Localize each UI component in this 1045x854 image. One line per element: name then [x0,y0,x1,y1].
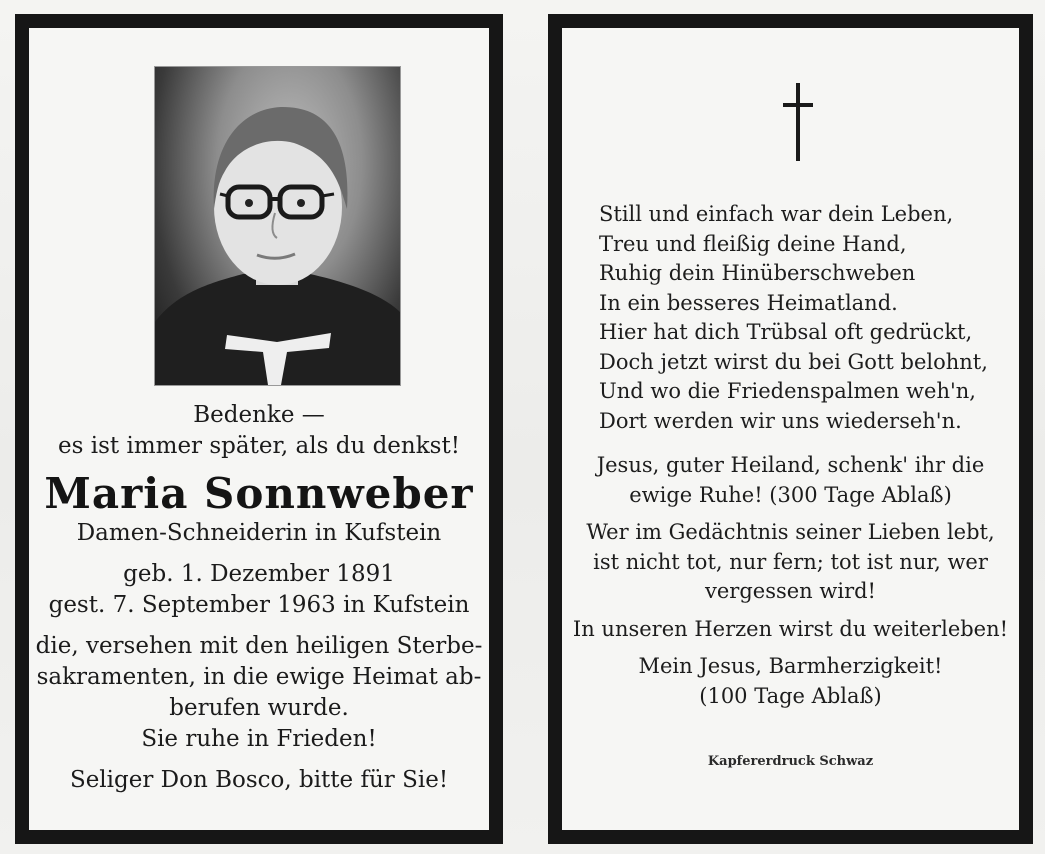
profession-line: Damen-Schneiderin in Kufstein [76,520,442,546]
poem-line: In ein besseres Heimatland. [599,290,898,315]
poem-line: Doch jetzt wirst du bei Gott belohnt, [599,349,988,374]
don-bosco-prayer: Seliger Don Bosco, bitte für Sie! [69,767,449,793]
poem-line: Ruhig dein Hinüberschweben [599,261,916,285]
jesus-line-2: ewige Ruhe! (300 Tage Ablaß) [629,482,952,507]
cross-icon [783,83,813,161]
jesus-line-1: Jesus, guter Heiland, schenk' ihr die [596,453,985,477]
poem-line: Und wo die Friedenspalmen weh'n, [599,379,976,403]
right-memorial-card [548,14,1033,844]
poem-line: Treu und fleißig deine Hand, [599,231,907,256]
poem-line: Dort werden wir uns wiederseh'n. [599,408,962,433]
hearts-line: In unseren Herzen wirst du weiterleben! [572,616,1009,641]
sacrament-line-2: sakramenten, in die ewige Heimat ab- [36,664,482,690]
mercy-line: Mein Jesus, Barmherzigkeit! [638,654,943,678]
poem-line: Still und einfach war dein Leben, [599,202,954,226]
poem-line: Hier hat dich Trübsal oft gedrückt, [599,320,973,344]
portrait-figure [155,67,400,385]
memorial-poem [599,200,989,436]
sacrament-line-3: berufen wurde. [169,695,349,721]
motto-line-1: Bedenke — [193,402,325,428]
memory-line-1: Wer im Gedächtnis seiner Lieben lebt, [586,520,995,544]
memory-line-2: ist nicht tot, nur fern; tot ist nur, wer [593,549,988,574]
death-date: gest. 7. September 1963 in Kufstein [48,592,470,618]
indulgence-line: (100 Tage Ablaß) [699,683,882,708]
right-prayer-block [562,451,1019,771]
deceased-name: Maria Sonnweber [44,469,474,518]
sacrament-line-1: die, versehen mit den heiligen Sterbe- [35,633,483,659]
rest-in-peace: Sie ruhe in Frieden! [141,726,377,752]
motto-line-2: es ist immer später, als du denkst! [58,433,460,459]
printer-mark: Kapfererdruck Schwaz [707,754,874,769]
left-text-block [29,400,489,796]
birth-date: geb. 1. Dezember 1891 [123,561,395,587]
portrait-photo [154,66,401,386]
left-memorial-card [15,14,503,844]
memory-line-3: vergessen wird! [705,579,876,603]
